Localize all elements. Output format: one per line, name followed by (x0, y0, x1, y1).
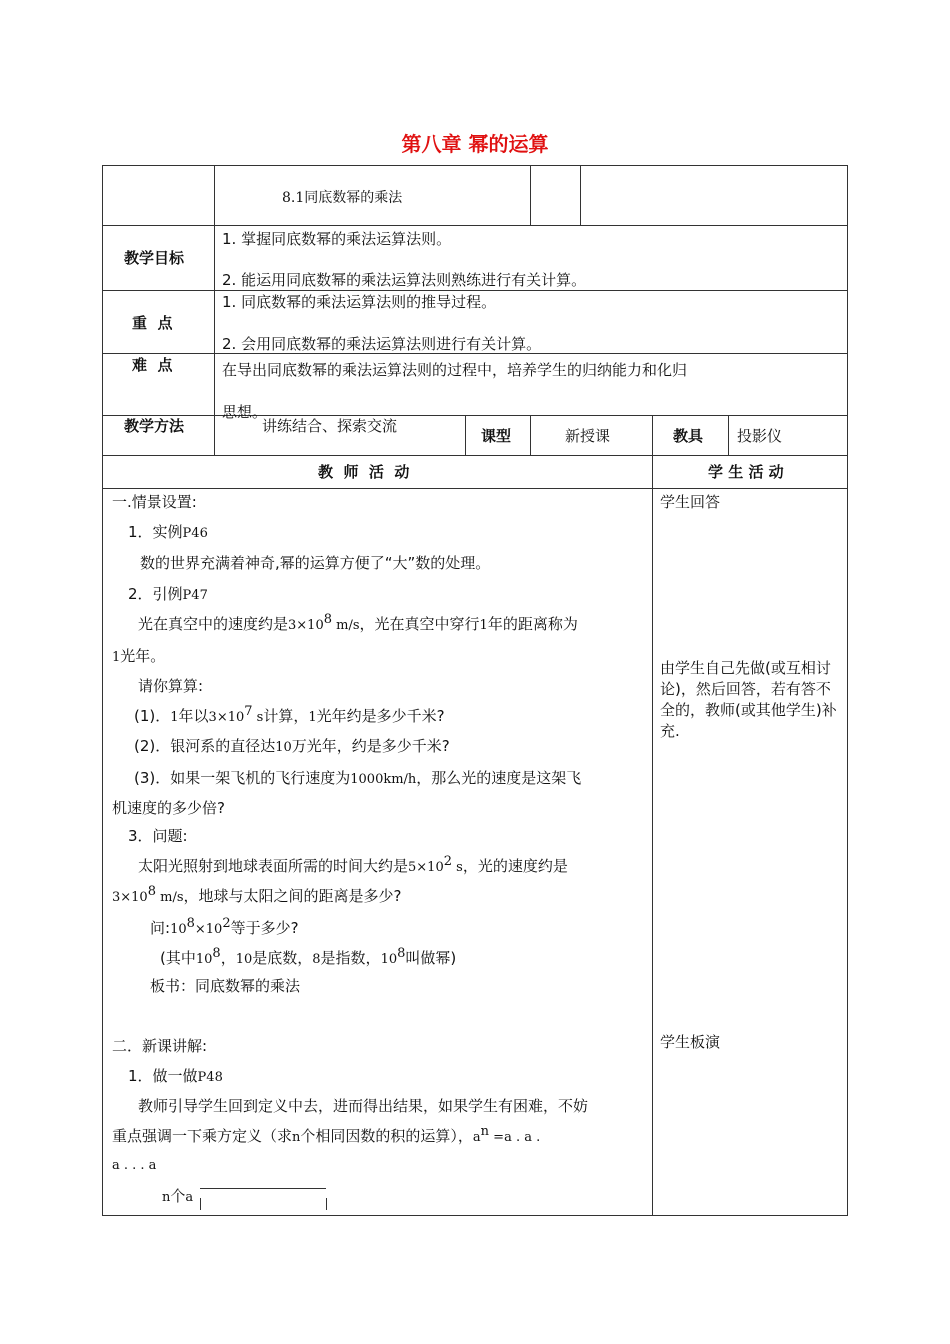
underbrace (200, 1188, 326, 1211)
student-answer: 学生回答 (660, 493, 721, 511)
question-1: (1)．1年以$3\times 10^7$ s计算，1光年约是多少千米? (134, 704, 445, 725)
teaching-tool-label: 教具 (673, 427, 704, 445)
objectives-label: 教学目标 (124, 249, 185, 267)
sun-line-1: 太阳光照射到地球表面所需的时间大约是$5\times 10^2$ s，光的速度约是 (138, 854, 568, 875)
difficulties-label: 难 点 (132, 356, 173, 374)
example-line: 1．实例P46 (128, 523, 208, 541)
teacher-activity-header: 教 师 活 动 (318, 463, 410, 481)
guide-line-2: 重点强调一下乘方定义（求n个相同因数的积的运算），$a^n =a$ . a . (112, 1124, 541, 1145)
objective-2: 2. 能运用同底数幂的乘法运算法则熟练进行有关计算。 (222, 271, 587, 289)
teaching-tool-value: 投影仪 (737, 427, 783, 445)
question-2: (2)．银河系的直径达10万光年，约是多少千米? (134, 737, 450, 755)
question-3-cont: 机速度的多少倍? (112, 799, 225, 817)
method-value: 讲练结合、探索交流 (262, 417, 398, 435)
section-1-heading: 一.情景设置: (112, 493, 197, 511)
note-line: (其中$10^8$，10是底数，8是指数，$10^8$叫做幂) (160, 946, 457, 967)
key-points-label: 重 点 (132, 314, 173, 332)
ask-line: 问$:10^8\times 10^2$等于多少? (150, 916, 299, 937)
difficulty-line-2: 思想。 (222, 403, 268, 421)
page-title: 第八章 幂的运算 (401, 132, 549, 156)
intro-example-line: 2．引例P47 (128, 585, 208, 603)
example-text: 数的世界充满着神奇,幂的运算方便了“大”数的处理。 (140, 554, 491, 572)
problem-heading: 3．问题: (128, 827, 188, 845)
key-point-2: 2. 会用同底数幂的乘法运算法则进行有关计算。 (222, 335, 542, 353)
guide-line-3: a . . . a (112, 1158, 157, 1173)
method-label: 教学方法 (124, 417, 185, 435)
section-2-heading: 二．新课讲解: (112, 1037, 208, 1055)
student-discuss: 由学生自己先做(或互相讨论)，然后回答，若有答不全的，教师(或其他学生)补充. (660, 659, 837, 740)
student-activity-header: 学 生 活 动 (708, 463, 784, 481)
lesson-title: 8.1同底数幂的乘法 (282, 190, 403, 206)
question-3: (3)．如果一架飞机的飞行速度为1000km/h，那么光的速度是这架飞 (134, 769, 582, 787)
lesson-type-label: 课型 (481, 427, 512, 445)
do-it-line: 1．做一做P48 (128, 1067, 223, 1085)
light-year-line: 1光年。 (112, 647, 166, 665)
n-count-label: n个a (162, 1187, 194, 1205)
board-note: 板书：同底数幂的乘法 (150, 977, 301, 995)
difficulty-line-1: 在导出同底数幂的乘法运算法则的过程中，培养学生的归纳能力和化归 (222, 361, 688, 379)
light-speed-line: 光在真空中的速度约是$3\times 10^8$ m/s，光在真空中穿行1年的距离称为 (138, 612, 578, 633)
calc-prompt: 请你算算: (138, 677, 204, 695)
lesson-type-value: 新授课 (565, 427, 611, 445)
guide-line-1: 教师引导学生回到定义中去，进而得出结果，如果学生有困难，不妨 (138, 1097, 589, 1115)
sun-line-2: $3\times 10^8$ m/s，地球与太阳之间的距离是多少? (112, 884, 402, 905)
key-point-1: 1. 同底数幂的乘法运算法则的推导过程。 (222, 293, 497, 311)
student-board: 学生板演 (660, 1033, 721, 1051)
objective-1: 1. 掌握同底数幂的乘法运算法则。 (222, 230, 452, 248)
